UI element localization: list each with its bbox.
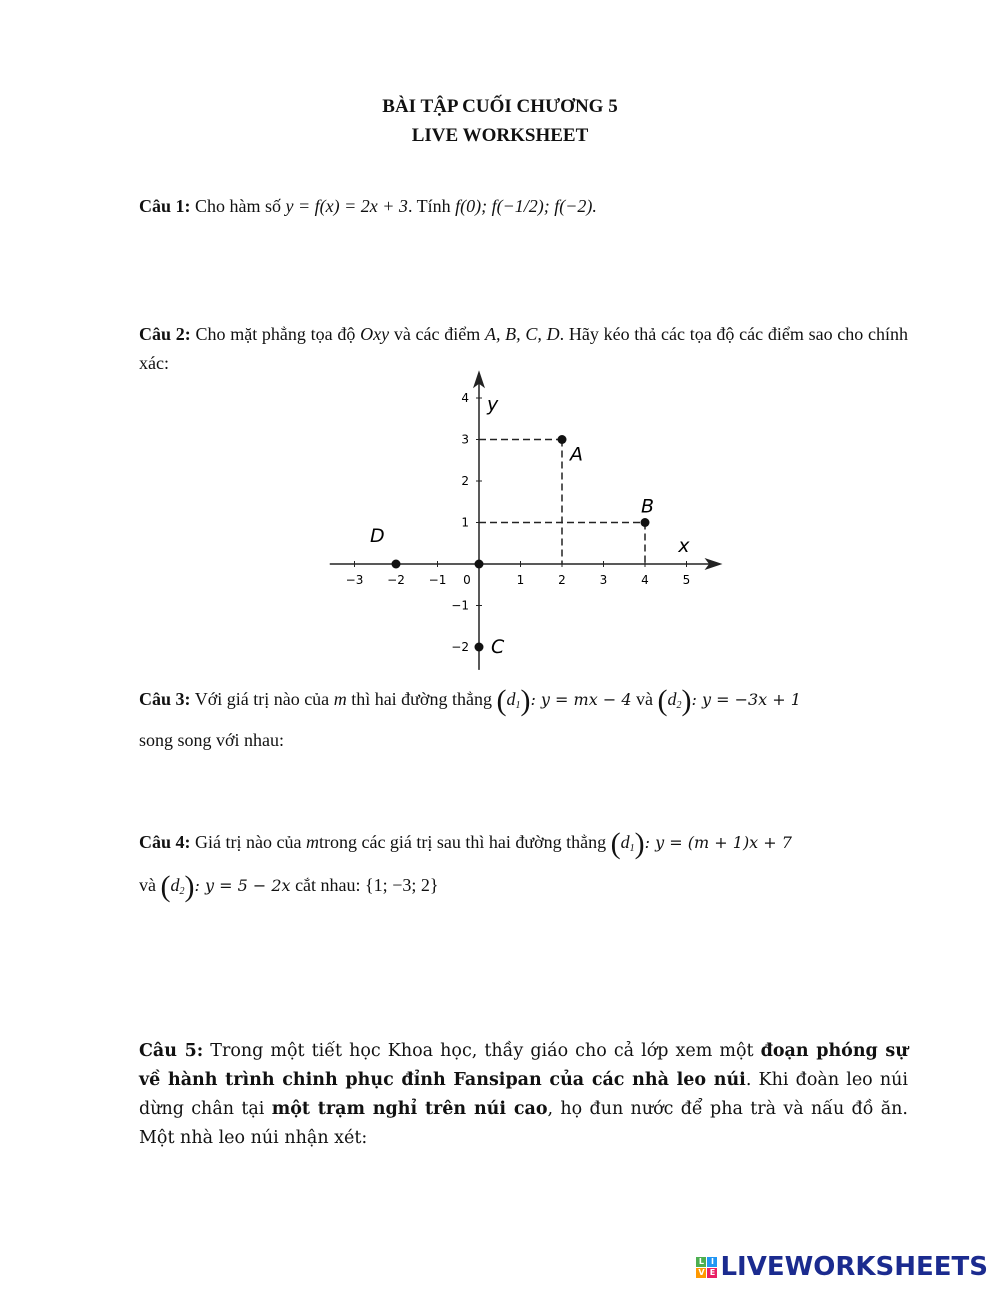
question-1-formula: y = f(x) = 2x + 3 <box>285 196 408 216</box>
question-4: Câu 4: Giá trị nào của mtrong các giá trị sau thì hai đường thẳng $(d_1)$: y = (m + 1)x + 7 và $(d_2)$: y = 5 − 2x cắt nhau: {1; −3; 2} <box>139 827 792 903</box>
y-tick-label: 4 <box>461 391 469 405</box>
question-3: Câu 3: Với giá trị nào của m thì hai đường thẳng $(d_1)$: y = mx − 4 và $(d_2)$: y = −3x + 1 song song với nhau: <box>139 684 801 750</box>
question-3-eq2: : y = −3x + 1 <box>691 690 801 709</box>
question-2-text-3: . Hãy kéo thả các tọa độ các điểm sao cho chính xác: <box>139 324 909 373</box>
question-3-d2-sub: 2 <box>676 700 682 711</box>
x-tick-label: −1 <box>428 573 447 587</box>
question-4-and: và <box>139 875 156 895</box>
question-4-label: Câu 4: <box>139 832 191 852</box>
x-tick-label: 4 <box>641 573 649 587</box>
x-tick-label: −3 <box>345 573 364 587</box>
question-3-text-3: song song với nhau: <box>139 730 285 750</box>
question-3-eq1: : y = mx − 4 <box>530 690 632 709</box>
coordinate-plane <box>320 370 730 680</box>
y-axis-label: y <box>487 393 499 416</box>
logo-text: LIVEWORKSHEETS <box>720 1252 988 1282</box>
y-tick-label: −1 <box>451 598 469 613</box>
point-label-a: A <box>570 443 583 466</box>
point-label-c: C <box>491 636 505 658</box>
x-tick-label: 2 <box>558 573 566 587</box>
question-4-eq1: : y = (m + 1)x + 7 <box>644 833 792 852</box>
question-2-oxy: Oxy <box>360 324 390 344</box>
logo-mark-tile: V <box>698 1267 705 1277</box>
question-4-d1-sub: 1 <box>629 843 635 854</box>
logo-mark-tile: I <box>707 1257 717 1267</box>
question-4-d2-sub: 2 <box>179 886 185 897</box>
question-5 <box>139 1037 908 1153</box>
question-2-label: Câu 2: <box>139 324 191 344</box>
logo-mark-icon <box>696 1257 717 1278</box>
question-5-text: Trong một tiết học Khoa học, thầy giáo cho cả lớp xem một <box>210 1041 754 1061</box>
x-tick-label: 5 <box>682 573 691 587</box>
point-c[interactable] <box>475 643 484 652</box>
point-o[interactable] <box>475 560 484 569</box>
x-axis-label: x <box>678 535 690 557</box>
point-a[interactable] <box>558 435 567 444</box>
point-d[interactable] <box>392 560 401 569</box>
question-4-eq2: : y = 5 − 2x <box>194 876 291 895</box>
question-2-points: A, B, C, D <box>484 324 560 344</box>
question-4-d1: d <box>620 832 630 852</box>
question-3-text-2: thì hai đường thẳng <box>351 689 492 709</box>
x-tick-label: 1 <box>516 573 525 587</box>
y-tick-label: −2 <box>451 640 469 654</box>
question-1 <box>139 192 919 221</box>
liveworksheets-logo <box>696 1252 988 1282</box>
question-3-var: m <box>333 689 347 709</box>
question-3-and: và <box>636 689 653 709</box>
question-3-d2: d <box>667 689 677 709</box>
question-3-d1: d <box>506 689 516 709</box>
question-4-d2: d <box>170 875 180 895</box>
worksheet-subtitle: LIVE WORKSHEET <box>411 125 589 146</box>
y-tick-label: 3 <box>461 432 469 447</box>
question-1-expression: f(0); f(−1/2); f(−2). <box>455 196 597 216</box>
question-4-text-3: cắt nhau: <box>295 875 361 895</box>
question-4-text-2: trong các giá trị sau thì hai đường thẳng <box>318 832 607 852</box>
question-2-text-2: và các điểm <box>393 324 481 344</box>
question-4-text: Giá trị nào của <box>195 832 302 852</box>
logo-mark-tile: E <box>707 1268 717 1278</box>
question-1-label: Câu 1: <box>139 196 191 216</box>
point-b[interactable] <box>641 518 650 527</box>
question-1-text: Cho hàm số <box>195 196 282 216</box>
question-2-text: Cho mặt phẳng tọa độ <box>195 324 356 344</box>
question-5-label: Câu 5: <box>139 1041 204 1061</box>
question-5-text-3: , họ đun nước để pha trà và nấu đồ ăn. Một nhà leo núi nhận xét: <box>139 1099 908 1148</box>
worksheet-title: BÀI TẬP CUỐI CHƯƠNG 5 <box>382 96 618 117</box>
x-tick-label: 0 <box>463 573 471 587</box>
question-1-text-2: . Tính <box>407 196 451 216</box>
question-5-bold-1: đoạn phóng sự về hành trình chinh phục đỉnh Fansipan của các nhà leo núi <box>139 1041 908 1090</box>
question-4-set: {1; −3; 2} <box>365 875 439 895</box>
point-label-d: D <box>370 525 385 547</box>
question-3-label: Câu 3: <box>139 689 191 709</box>
question-3-d1-sub: 1 <box>515 700 521 711</box>
question-3-text: Với giá trị nào của <box>194 689 330 709</box>
question-4-var: m <box>305 832 319 852</box>
x-tick-label: 3 <box>599 573 608 587</box>
question-5-bold-2: một trạm nghỉ trên núi cao <box>271 1099 548 1119</box>
point-label-b: B <box>641 495 655 518</box>
x-tick-label: −2 <box>387 573 405 587</box>
question-5-text-2: . Khi đoàn leo núi dừng chân tại <box>139 1070 909 1119</box>
y-tick-label: 2 <box>461 474 469 488</box>
logo-mark-tile: L <box>696 1257 706 1267</box>
y-tick-label: 1 <box>461 515 469 530</box>
